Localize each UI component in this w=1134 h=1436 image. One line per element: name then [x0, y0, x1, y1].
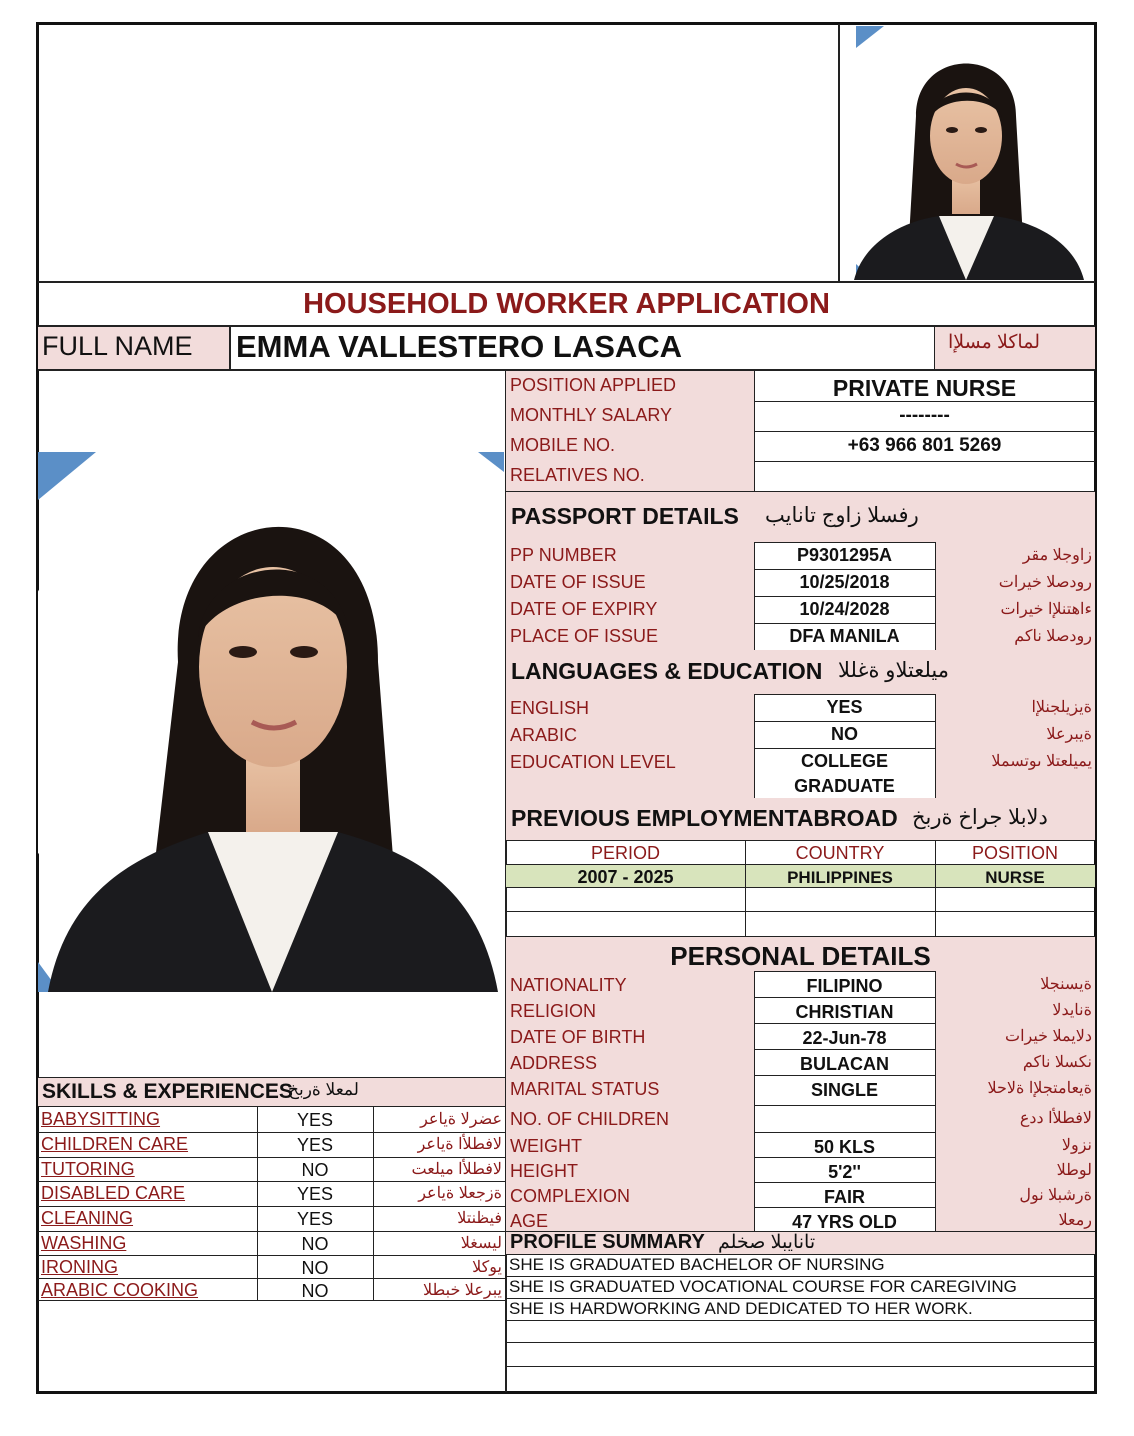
row-divider: [506, 887, 1095, 888]
personal-label: COMPLEXION: [510, 1186, 631, 1206]
employment-column-header: COUNTRY: [795, 843, 885, 863]
full-name-label-ar: لماكلا مسلإا: [948, 332, 1040, 353]
skill-value: NO: [301, 1160, 329, 1180]
personal-label-ar: دلايملا خيرات: [1005, 1028, 1092, 1045]
skill-label-ar: يوكلا: [472, 1259, 502, 1276]
passport-label: PP NUMBER: [510, 545, 617, 565]
section-heading-ar: رفسلا زاوج تانايب: [765, 504, 919, 527]
col-divider: [754, 542, 755, 650]
skill-label-ar: ليسغلا: [460, 1235, 502, 1252]
personal-label-ar: نكسلا ناكم: [1022, 1054, 1092, 1071]
skill-label-ar: لافطلأا ميلعت: [411, 1161, 502, 1178]
row-divider: [38, 1255, 505, 1256]
small-photo: [844, 26, 1094, 280]
passport-label: DATE OF EXPIRY: [510, 599, 658, 619]
passport-value: 10/25/2018: [799, 572, 890, 592]
employment-country: PHILIPPINES: [787, 868, 893, 887]
skill-value: YES: [296, 1209, 334, 1229]
language-label: ENGLISH: [510, 698, 590, 718]
skill-label-ar: عضرلا ةياعر: [420, 1111, 502, 1128]
col-divider: [754, 371, 755, 491]
row-divider: [506, 1276, 1095, 1277]
personal-value: FAIR: [823, 1187, 865, 1207]
language-label: EDUCATION LEVEL: [510, 752, 676, 772]
personal-value: FILIPINO: [806, 976, 883, 996]
personal-label-ar: ةنايدلا: [1052, 1002, 1092, 1019]
language-label-ar: ةيزيلجنلإا: [1031, 699, 1092, 716]
language-label-ar: ةيبرعلا: [1046, 726, 1092, 743]
skill-value: YES: [296, 1110, 334, 1130]
col-divider: [257, 1107, 258, 1300]
col-divider: [745, 840, 746, 936]
personal-label-ar: لوطلا: [1056, 1162, 1092, 1179]
skill-label: CLEANING: [41, 1208, 134, 1228]
col-divider: [935, 542, 936, 650]
skill-value: YES: [296, 1135, 334, 1155]
personal-label-ar: رمعلا: [1058, 1212, 1092, 1229]
full-name-label: FULL NAME: [42, 331, 193, 361]
info-value: +63 966 801 5269: [847, 435, 1002, 456]
personal-label: WEIGHT: [510, 1136, 582, 1156]
skill-value: YES: [296, 1184, 334, 1204]
profile-line: SHE IS HARDWORKING AND DEDICATED TO HER WORK.: [509, 1299, 973, 1318]
personal-label-ar: ةرشبلا نول: [1019, 1187, 1092, 1204]
profile-line: SHE IS GRADUATED VOCATIONAL COURSE FOR CAREGIVING: [509, 1277, 1017, 1296]
col-divider: [373, 1107, 374, 1300]
section-heading-ar: دلابلا جراخ ةربخ: [912, 806, 1048, 829]
skill-label-ar: لافطلأا ةياعر: [417, 1136, 502, 1153]
info-label: MONTHLY SALARY: [510, 405, 673, 425]
row-divider: [506, 840, 1095, 841]
personal-label: DATE OF BIRTH: [510, 1027, 646, 1047]
personal-label: AGE: [510, 1211, 549, 1231]
personal-value: 50 KLS: [813, 1137, 876, 1157]
profile-line: SHE IS GRADUATED BACHELOR OF NURSING: [509, 1255, 885, 1274]
col-divider: [935, 840, 936, 936]
row-divider: [38, 1231, 505, 1232]
col-divider: [754, 971, 755, 1231]
skill-value: NO: [301, 1234, 329, 1254]
personal-label: NATIONALITY: [510, 975, 627, 995]
skill-label: TUTORING: [41, 1159, 135, 1179]
skills-heading-ar: لمعلا ةربخ: [288, 1080, 359, 1099]
personal-value: 47 YRS OLD: [792, 1212, 897, 1232]
info-value: PRIVATE NURSE: [832, 375, 1017, 401]
passport-label: PLACE OF ISSUE: [510, 626, 659, 646]
employment-period: 2007 - 2025: [577, 867, 674, 887]
row-divider: [506, 1366, 1095, 1367]
skill-value: NO: [301, 1258, 329, 1278]
personal-label: RELIGION: [510, 1001, 597, 1021]
col-divider: [935, 971, 936, 1231]
info-label: RELATIVES NO.: [510, 465, 645, 485]
passport-label: DATE OF ISSUE: [510, 572, 646, 592]
personal-value: 5'2'': [828, 1162, 861, 1182]
row-divider: [506, 1298, 1095, 1299]
info-label: POSITION APPLIED: [510, 375, 677, 395]
skills-heading: SKILLS & EXPERIENCES: [42, 1080, 293, 1103]
personal-value: CHRISTIAN: [795, 1002, 894, 1022]
passport-value: P9301295A: [796, 545, 893, 565]
language-value-line2: GRADUATE: [794, 776, 895, 796]
skill-label-ar: يبرعلا خبطلا: [422, 1282, 502, 1299]
personal-label-ar: نزولا: [1061, 1137, 1092, 1154]
skill-label: CHILDREN CARE: [41, 1134, 189, 1154]
row-divider: [506, 1320, 1095, 1321]
section-heading: PERSONAL DETAILS: [670, 941, 931, 971]
personal-label: HEIGHT: [510, 1161, 579, 1181]
row-divider: [38, 1132, 505, 1133]
row-divider: [38, 1300, 505, 1301]
info-label: MOBILE NO.: [510, 435, 616, 455]
employment-column-header: POSITION: [971, 843, 1058, 863]
skill-label-ar: ةزجعلا ةياعر: [418, 1185, 502, 1202]
personal-value: 22-Jun-78: [802, 1028, 887, 1048]
personal-label-ar: ةيسنجلا: [1040, 976, 1092, 993]
personal-label: NO. OF CHILDREN: [510, 1109, 670, 1129]
profile-heading-ar: تانايبلا صخلم: [718, 1232, 816, 1253]
personal-label: MARITAL STATUS: [510, 1079, 660, 1099]
row-divider: [506, 911, 1095, 912]
skill-label: WASHING: [41, 1233, 127, 1253]
language-value: COLLEGE: [800, 751, 888, 771]
skill-label-ar: فيظنتلا: [457, 1210, 502, 1227]
passport-label-ar: ءاهتنلإا خيرات: [1000, 601, 1092, 618]
row-divider: [38, 1278, 505, 1279]
section-heading-ar: ميلعتلاو ةغللا: [838, 659, 949, 682]
passport-value: 10/24/2028: [799, 599, 890, 619]
col-divider: [935, 694, 936, 798]
language-value: YES: [826, 697, 863, 717]
passport-value: DFA MANILA: [789, 626, 900, 646]
language-label: ARABIC: [510, 725, 578, 745]
main-photo: [38, 452, 504, 992]
skill-label: DISABLED CARE: [41, 1183, 186, 1203]
personal-label-ar: لافطلأا ددع: [1019, 1110, 1092, 1127]
personal-value: BULACAN: [800, 1054, 889, 1074]
personal-value: SINGLE: [810, 1080, 878, 1100]
passport-label-ar: رودصلا خيرات: [998, 574, 1092, 591]
passport-label-ar: رودصلا ناكم: [1014, 628, 1092, 645]
section-heading: PREVIOUS EMPLOYMENTABROAD: [511, 805, 898, 831]
language-label-ar: يميلعتلا ىوتسملا: [991, 753, 1092, 770]
passport-label-ar: زاوجلا مقر: [1022, 547, 1092, 564]
profile-heading: PROFILE SUMMARY: [510, 1231, 705, 1253]
employment-position: NURSE: [985, 868, 1045, 887]
row-divider: [38, 1181, 505, 1182]
skill-label: IRONING: [41, 1257, 119, 1277]
skill-label: BABYSITTING: [41, 1109, 161, 1129]
row-divider: [38, 1157, 505, 1158]
form-title: HOUSEHOLD WORKER APPLICATION: [303, 288, 830, 320]
top-divider: [838, 24, 840, 282]
employment-column-header: PERIOD: [590, 843, 660, 863]
personal-label-ar: ةيعامتجلإا ةلاحلا: [987, 1080, 1092, 1097]
row-divider: [38, 1206, 505, 1207]
skill-value: NO: [301, 1281, 329, 1301]
language-value: NO: [831, 724, 858, 744]
section-heading: PASSPORT DETAILS: [511, 503, 739, 529]
full-name-value: EMMA VALLESTERO LASACA: [236, 329, 683, 364]
info-value: --------: [899, 405, 950, 426]
row-divider: [506, 1342, 1095, 1343]
personal-label: ADDRESS: [510, 1053, 598, 1073]
col-divider: [754, 694, 755, 798]
section-heading: LANGUAGES & EDUCATION: [511, 658, 823, 684]
skill-label: ARABIC COOKING: [41, 1280, 199, 1300]
